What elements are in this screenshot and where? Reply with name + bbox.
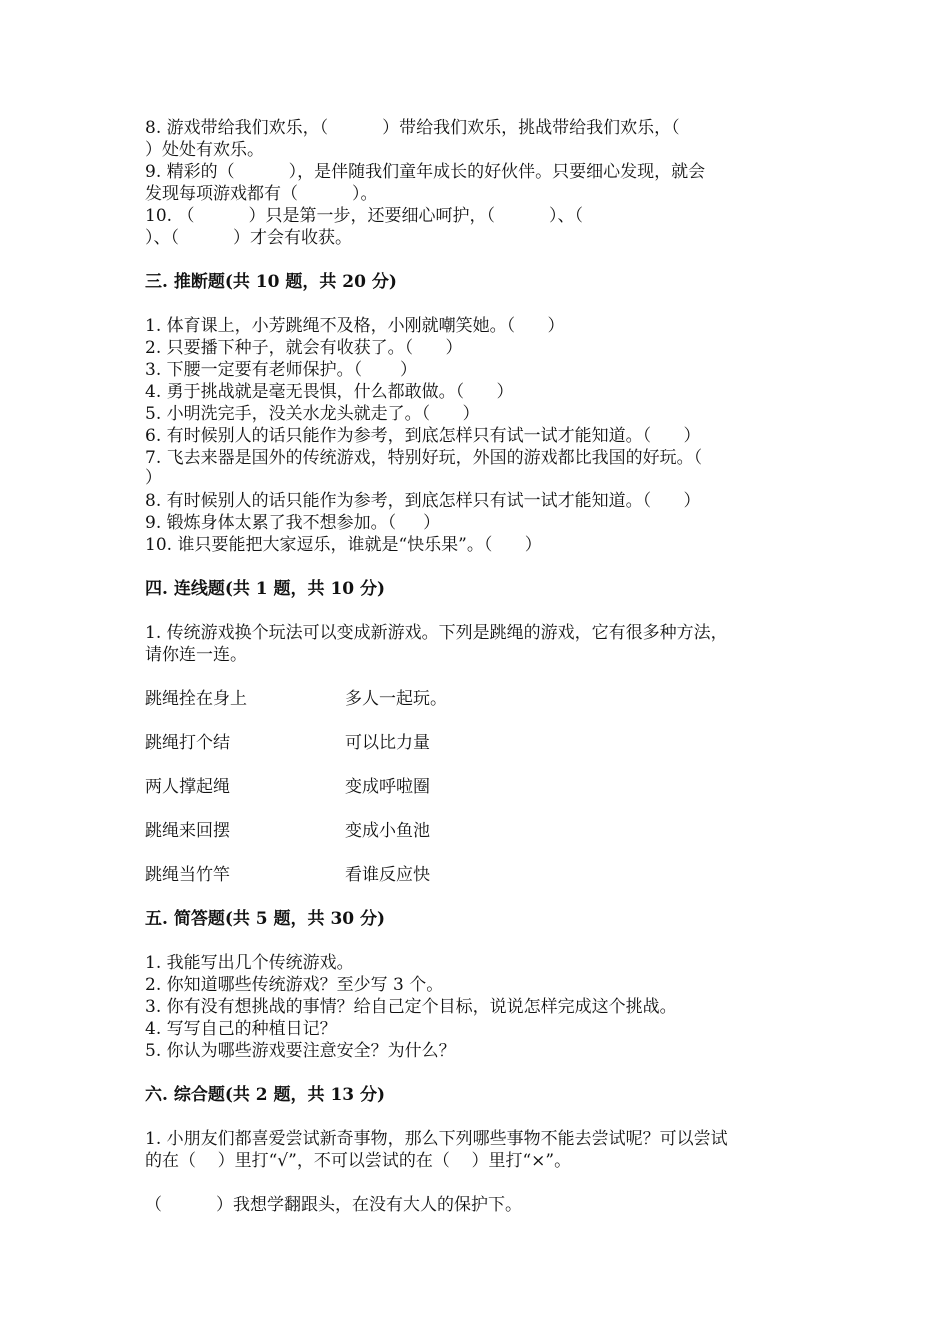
- match-left-item[interactable]: 两人撑起绳: [145, 777, 230, 797]
- judge-line: 8. 有时候别人的话只能作为参考，到底怎样只有试一试才能知道。（ ）: [145, 491, 701, 511]
- short-line: 1. 我能写出几个传统游戏。: [145, 953, 354, 973]
- match-right-item[interactable]: 看谁反应快: [345, 865, 430, 885]
- judge-line: 10. 谁只要能把大家逗乐，谁就是“快乐果”。（ ）: [145, 535, 542, 555]
- judge-line: 2. 只要播下种子，就会有收获了。（ ）: [145, 338, 463, 358]
- judge-line: 3. 下腰一定要有老师保护。（ ）: [145, 360, 417, 380]
- fill-line: ）、（ ）才会有收获。: [145, 228, 353, 248]
- section-heading-match: 四. 连线题(共 1 题，共 10 分): [145, 579, 386, 599]
- judge-line: 5. 小明洗完手，没关水龙头就走了。（ ）: [145, 404, 480, 424]
- match-question-line: 请你连一连。: [145, 645, 247, 665]
- judge-line: 4. 勇于挑战就是毫无畏惧，什么都敢做。（ ）: [145, 382, 514, 402]
- short-line: 4. 写写自己的种植日记？: [145, 1019, 337, 1039]
- match-left-item[interactable]: 跳绳打个结: [145, 733, 230, 753]
- short-line: 3. 你有没有想挑战的事情？给自己定个目标，说说怎样完成这个挑战。: [145, 997, 677, 1017]
- judge-line: 1. 体育课上，小芳跳绳不及格，小刚就嘲笑她。（ ）: [145, 316, 565, 336]
- fill-line: 10. （ ）只是第一步，还要细心呵护，（ ）、（: [145, 206, 584, 226]
- judge-line: 9. 锻炼身体太累了我不想参加。（ ）: [145, 513, 441, 533]
- match-right-item[interactable]: 多人一起玩。: [345, 689, 447, 709]
- section-heading-judge: 三. 推断题(共 10 题，共 20 分): [145, 272, 397, 292]
- match-left-item[interactable]: 跳绳拴在身上: [145, 689, 247, 709]
- match-left-item[interactable]: 跳绳来回摆: [145, 821, 230, 841]
- comp-line: 1. 小朋友们都喜爱尝试新奇事物，那么下列哪些事物不能去尝试呢？可以尝试: [145, 1129, 728, 1149]
- fill-line: ）处处有欢乐。: [145, 140, 264, 160]
- short-line: 2. 你知道哪些传统游戏？至少写 3 个。: [145, 975, 444, 995]
- section-heading-comp: 六. 综合题(共 2 题，共 13 分): [145, 1085, 386, 1105]
- match-right-item[interactable]: 可以比力量: [345, 733, 430, 753]
- fill-line: 发现每项游戏都有（ ）。: [145, 184, 378, 204]
- match-left-item[interactable]: 跳绳当竹竿: [145, 865, 230, 885]
- match-right-item[interactable]: 变成呼啦圈: [345, 777, 430, 797]
- judge-line: 7. 飞去来器是国外的传统游戏，特别好玩，外国的游戏都比我国的好玩。（: [145, 448, 703, 468]
- fill-line: 8. 游戏带给我们欢乐，（ ）带给我们欢乐，挑战带给我们欢乐，（: [145, 118, 680, 138]
- judge-line: ）: [145, 468, 162, 488]
- fill-line: 9. 精彩的（ ），是伴随我们童年成长的好伙伴。只要细心发现，就会: [145, 162, 706, 182]
- match-right-item[interactable]: 变成小鱼池: [345, 821, 430, 841]
- comp-line: 的在（ ）里打“√”，不可以尝试的在（ ）里打“×”。: [145, 1151, 572, 1171]
- match-question-line: 1. 传统游戏换个玩法可以变成新游戏。下列是跳绳的游戏，它有很多种方法，: [145, 623, 728, 643]
- section-heading-short: 五. 简答题(共 5 题，共 30 分): [145, 909, 386, 929]
- comp-item: （ ）我想学翻跟头，在没有大人的保护下。: [145, 1195, 523, 1215]
- judge-line: 6. 有时候别人的话只能作为参考，到底怎样只有试一试才能知道。（ ）: [145, 426, 701, 446]
- short-line: 5. 你认为哪些游戏要注意安全？为什么？: [145, 1041, 456, 1061]
